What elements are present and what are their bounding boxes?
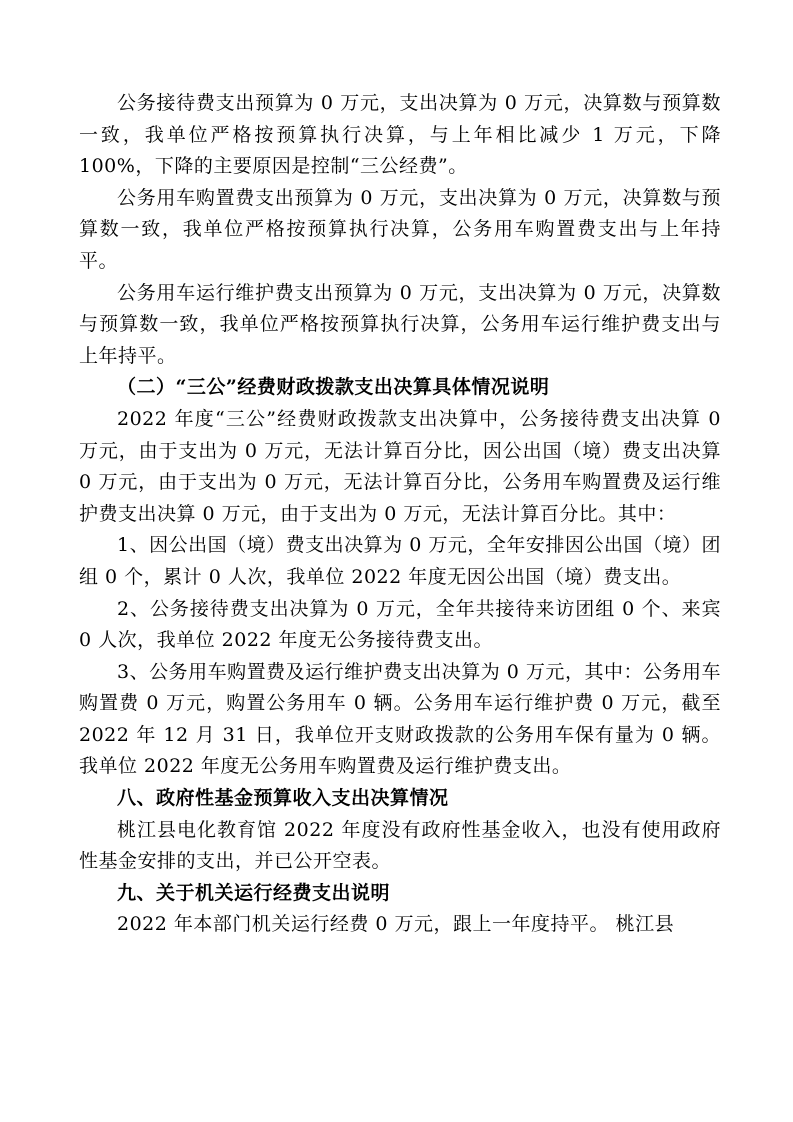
paragraph-hospitality-detail: 2、公务接待费支出决算为 0 万元，全年共接待来访团组 0 个、来宾 0 人次，我单位 2022 年度无公务接待费支出。 — [79, 597, 721, 652]
section-heading-government-fund: 八、政府性基金预算收入支出决算情况 — [117, 787, 449, 810]
paragraph-vehicle-purchase-budget: 公务用车购置费支出预算为 0 万元，支出决算为 0 万元，决算数与预算数一致，我单位严格按预算执行决算，公务用车购置费支出与上年持平。 — [79, 186, 721, 272]
paragraph-hospitality-budget: 公务接待费支出预算为 0 万元，支出决算为 0 万元，决算数与预算数一致，我单位严格按预算执行决算，与上年相比减少 1 万元，下降 100%，下降的主要原因是控制“三公经费”。 — [79, 92, 721, 178]
paragraph-government-fund: 桃江县电化教育馆 2022 年度没有政府性基金收入，也没有使用政府性基金安排的支出，并已公开空表。 — [79, 818, 721, 873]
paragraph-overseas-trips: 1、因公出国（境）费支出决算为 0 万元，全年安排因公出国（境）团组 0 个，累计 0 人次，我单位 2022 年度无因公出国（境）费支出。 — [79, 534, 721, 588]
section-heading-operating-expenses: 九、关于机关运行经费支出说明 — [117, 881, 391, 904]
paragraph-vehicle-detail: 3、公务用车购置费及运行维护费支出决算为 0 万元，其中：公务用车购置费 0 万元，购置公务用车 0 辆。公务用车运行维护费 0 万元，截至 2022 年 12 月 31 日，我单位开支财政拨款的公务用车保有量为 0 辆。我单位 2022 年度无公务用车购置费及运行维护费支出。 — [79, 660, 721, 778]
paragraph-vehicle-maintenance-budget: 公务用车运行维护费支出预算为 0 万元，支出决算为 0 万元，决算数与预算数一致，我单位严格按预算执行决算，公务用车运行维护费支出与上年持平。 — [79, 281, 721, 367]
paragraph-operating-expenses: 2022 年本部门机关运行经费 0 万元，跟上一年度持平。 桃江县 — [117, 913, 675, 936]
paragraph-three-public-summary: 2022 年度“三公”经费财政拨款支出决算中，公务接待费支出决算 0 万元，由于支出为 0 万元，无法计算百分比，因公出国（境）费支出决算 0 万元，由于支出为 0 万元，无法计算百分比，公务用车购置费及运行维护费支出决算 0 万元，由于支出为 0 万元，无法计算百分比。其中： — [79, 407, 721, 525]
section-heading-three-public-expenses: （二）“三公”经费财政拨款支出决算具体情况说明 — [117, 376, 550, 399]
